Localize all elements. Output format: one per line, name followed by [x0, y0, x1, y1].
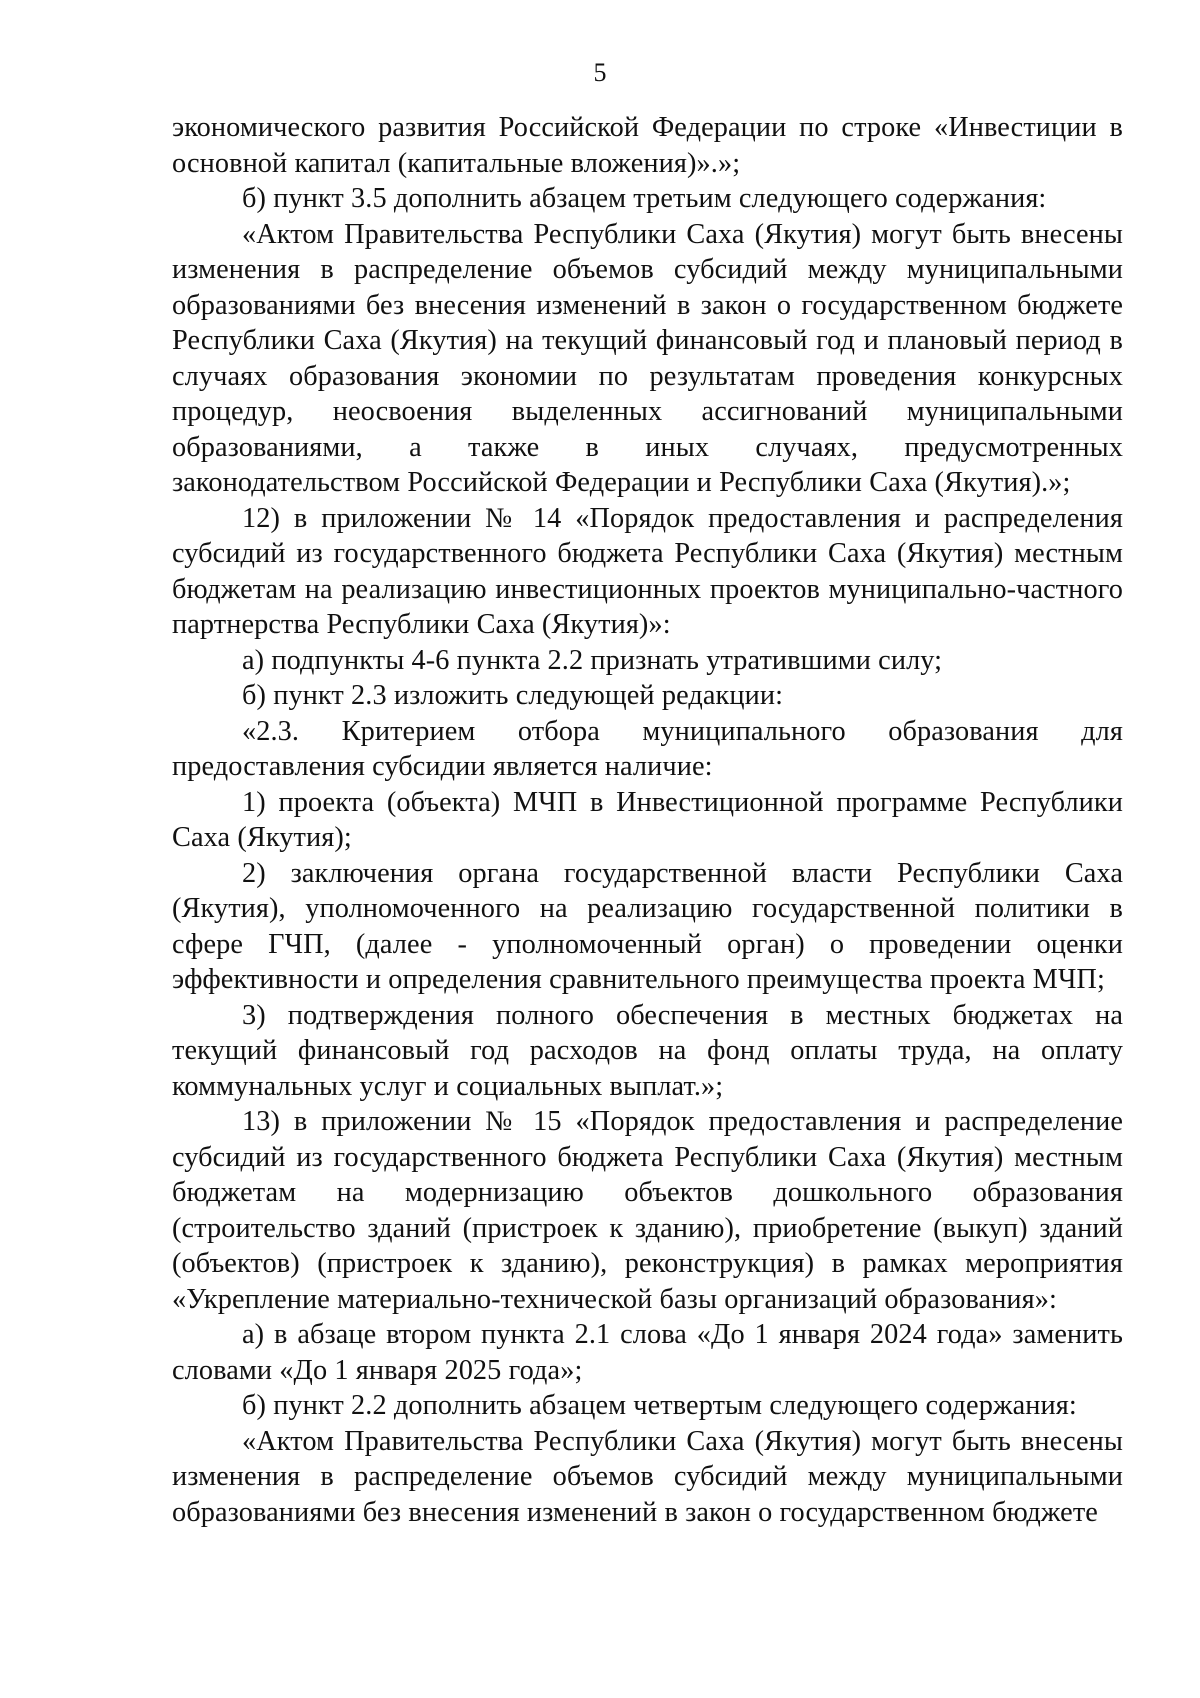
paragraph-7: «2.3. Критерием отбора муниципального образования для предоставления субсидии является наличие: — [172, 715, 1123, 782]
paragraph-10: 3) подтверждения полного обеспечения в местных бюджетах на текущий финансовый год расходов на фонд оплаты труда, на оплату коммунальных услуг и социальных выплат.»; — [172, 999, 1123, 1102]
paragraph-5: а) подпункты 4-6 пункта 2.2 признать утратившими силу; — [242, 644, 943, 676]
page-number: 5 — [593, 58, 607, 87]
paragraph-6: б) пункт 2.3 изложить следующей редакции: — [242, 680, 784, 711]
paragraph-12: а) в абзаце втором пункта 2.1 слова «До 1 января 2024 года» заменить словами «До 1 января 2025 года»; — [172, 1319, 1123, 1386]
document-body — [172, 110, 1123, 1530]
paragraph-1: экономического развития Российской Федерации по строке «Инвестиции в основной капитал (капитальные вложения)».»; — [172, 112, 1123, 179]
paragraph-2: б) пункт 3.5 дополнить абзацем третьим следующего содержания: — [242, 183, 1047, 214]
paragraph-14: «Актом Правительства Республики Саха (Якутия) могут быть внесены изменения в распределение объемов субсидий между муниципальными образованиями без внесения изменений в закон о государственном бюджете — [172, 1425, 1123, 1528]
paragraph-13: б) пункт 2.2 дополнить абзацем четвертым следующего содержания: — [242, 1390, 1077, 1421]
paragraph-11: 13) в приложении № 15 «Порядок предоставления и распределение субсидий из государственного бюджета Республики Саха (Якутия) местным бюджетам на модернизацию объектов дошкольного образования (строительство зданий (пристроек к зданию), приобретение (выкуп) зданий (объектов) (пристроек к зданию), реконструкция) в рамках мероприятия «Укрепление материально-технической базы организаций образования»: — [172, 1106, 1123, 1315]
paragraph-8: 1) проекта (объекта) МЧП в Инвестиционной программе Республики Саха (Якутия); — [172, 786, 1123, 853]
paragraph-4: 12) в приложении № 14 «Порядок предоставления и распределения субсидий из государственного бюджета Республики Саха (Якутия) местным бюджетам на реализацию инвестиционных проектов муниципально-частного партнерства Республики Саха (Якутия)»: — [172, 502, 1123, 640]
paragraph-9: 2) заключения органа государственной власти Республики Саха (Якутия), уполномоченного на реализацию государственной политики в сфере ГЧП, (далее - уполномоченный орган) о проведении оценки эффективности и определения сравнительного преимущества проекта МЧП; — [172, 857, 1123, 995]
paragraph-3: «Актом Правительства Республики Саха (Якутия) могут быть внесены изменения в распределение объемов субсидий между муниципальными образованиями без внесения изменений в закон о государственном бюджете Республики Саха (Якутия) на текущий финансовый год и плановый период в случаях образования экономии по результатам проведения конкурсных процедур, неосвоения выделенных ассигнований муниципальными образованиями, а также в иных случаях, предусмотренных законодательством Российской Федерации и Республики Саха (Якутия).»; — [172, 218, 1123, 498]
